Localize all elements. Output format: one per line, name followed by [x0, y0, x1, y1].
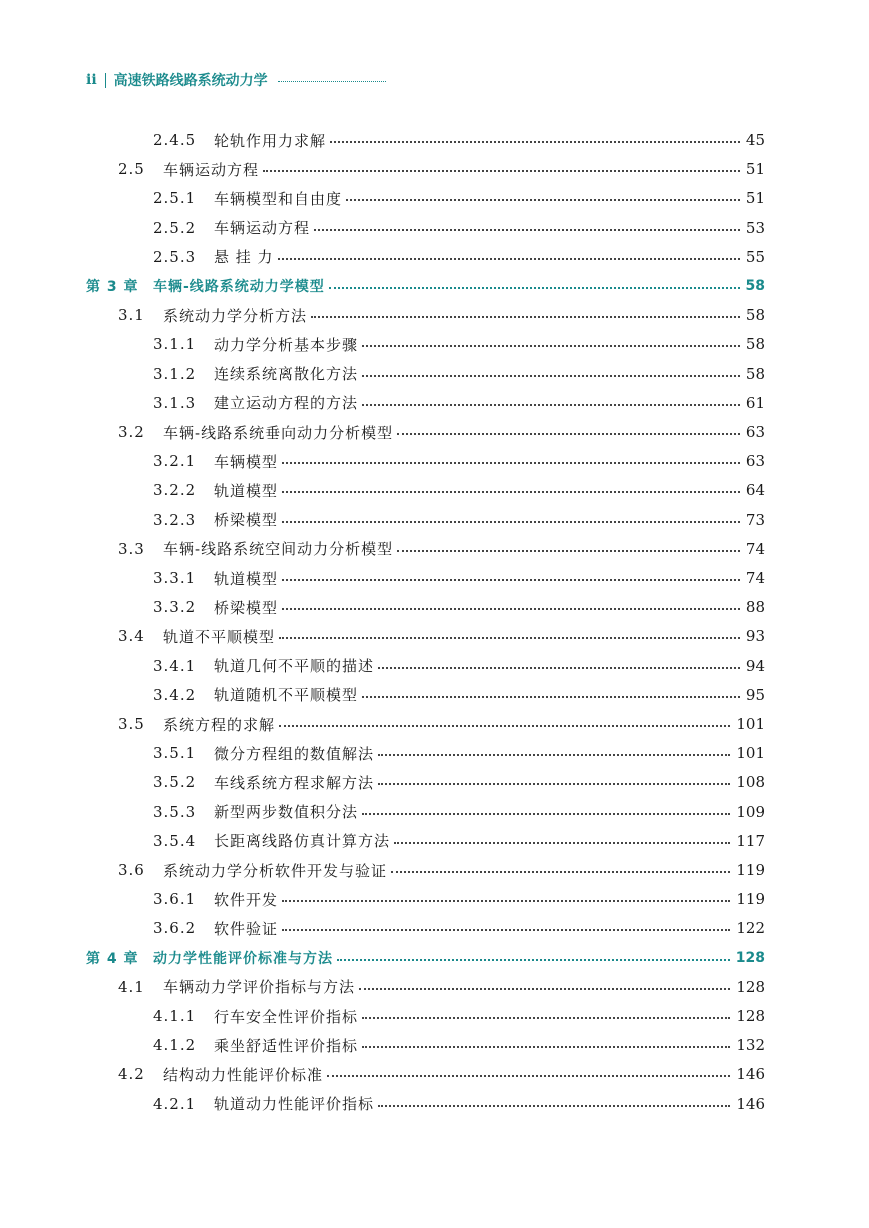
toc-entry-number: 2.5.2	[153, 218, 197, 237]
toc-dot-leader	[327, 1062, 730, 1086]
toc-dot-leader	[378, 1092, 730, 1116]
toc-dot-leader	[279, 624, 740, 648]
toc-entry-title: 微分方程组的数值解法	[214, 744, 375, 763]
toc-page-number: 51	[745, 160, 765, 179]
toc-entry-title: 轮轨作用力求解	[214, 131, 327, 150]
toc-entry-number: 3.2	[118, 423, 145, 441]
toc-entry-title: 车辆运动方程	[214, 219, 311, 238]
toc-entry-number: 3.5.3	[153, 802, 197, 821]
toc-subsection-row[interactable]	[0, 1004, 869, 1028]
toc-entry-title: 车辆模型和自由度	[214, 189, 343, 208]
toc-page-number: 55	[745, 247, 765, 266]
toc-dot-leader	[397, 420, 740, 444]
toc-entry-title: 行车安全性评价指标	[214, 1007, 359, 1026]
toc-page-number: 73	[745, 510, 765, 529]
toc-subsection-row[interactable]	[0, 508, 869, 532]
header-separator	[105, 73, 106, 88]
toc-entry-number: 3.4.2	[153, 685, 197, 704]
toc-page-number: 74	[745, 539, 765, 558]
toc-dot-leader	[282, 449, 740, 473]
toc-entry-number: 4.1.1	[153, 1007, 197, 1025]
toc-page-number: 132	[736, 1036, 765, 1055]
toc-page-number: 128	[736, 1007, 765, 1025]
toc-subsection-row[interactable]	[0, 216, 869, 240]
toc-page-number: 58	[745, 335, 765, 354]
toc-subsection-row[interactable]	[0, 887, 869, 911]
toc-dot-leader	[330, 128, 740, 152]
toc-entry-number: 3.6	[118, 861, 145, 879]
toc-dot-leader	[362, 1004, 730, 1028]
toc-chapter-row[interactable]	[0, 946, 869, 970]
toc-page-number: 58	[745, 306, 765, 325]
toc-entry-number: 3.5	[118, 715, 145, 733]
toc-entry-title: 桥梁模型	[214, 598, 279, 617]
toc-entry-number: 3.3.2	[153, 598, 197, 617]
toc-dot-leader	[362, 1033, 730, 1057]
toc-page-number: 88	[745, 598, 765, 617]
toc-entry-number: 第 4 章	[86, 950, 139, 967]
toc-entry-number: 4.1.2	[153, 1036, 197, 1055]
toc-entry-number: 3.4	[118, 627, 145, 646]
toc-page-number: 51	[745, 189, 765, 208]
toc-page-number: 119	[736, 890, 765, 909]
toc-dot-leader	[279, 712, 730, 736]
toc-entry-title: 轨道动力性能评价指标	[214, 1095, 375, 1114]
toc-subsection-row[interactable]	[0, 800, 869, 824]
toc-dot-leader	[314, 216, 740, 240]
toc-subsection-row[interactable]	[0, 1033, 869, 1057]
toc-dot-leader	[362, 332, 740, 356]
toc-entry-title: 车辆-线路系统动力学模型	[153, 279, 325, 295]
toc-page-number: 108	[736, 773, 765, 792]
toc-entry-title: 车辆动力学评价指标与方法	[163, 978, 356, 997]
toc-subsection-row[interactable]	[0, 332, 869, 356]
toc-entry-title: 轨道几何不平顺的描述	[214, 657, 375, 676]
toc-subsection-row[interactable]	[0, 741, 869, 765]
toc-entry-number: 3.1	[118, 306, 145, 325]
toc-entry-number: 3.6.2	[153, 919, 197, 938]
toc-entry-number: 3.2.3	[153, 510, 197, 529]
toc-section-row[interactable]	[0, 303, 869, 327]
toc-page-number: 101	[736, 744, 765, 763]
toc-dot-leader	[329, 274, 740, 298]
toc-section-row[interactable]	[0, 537, 869, 561]
toc-page-number: 128	[735, 949, 765, 966]
toc-entry-title: 轨道随机不平顺模型	[214, 686, 359, 705]
toc-section-row[interactable]	[0, 157, 869, 181]
toc-subsection-row[interactable]	[0, 654, 869, 678]
toc-dot-leader	[359, 975, 730, 999]
toc-dot-leader	[311, 303, 740, 327]
toc-entry-number: 3.5.2	[153, 773, 197, 792]
toc-chapter-row[interactable]	[0, 274, 869, 298]
toc-dot-leader	[282, 508, 740, 532]
toc-page-number: 63	[745, 423, 765, 441]
toc-section-row[interactable]	[0, 975, 869, 999]
toc-subsection-row[interactable]	[0, 829, 869, 853]
toc-entry-number: 4.1	[118, 977, 145, 996]
toc-subsection-row[interactable]	[0, 770, 869, 794]
toc-entry-title: 动力学分析基本步骤	[214, 335, 359, 354]
toc-dot-leader	[391, 858, 730, 882]
toc-section-row[interactable]	[0, 712, 869, 736]
toc-entry-number: 4.2	[118, 1065, 145, 1084]
toc-entry-number: 3.1.2	[153, 364, 197, 383]
toc-dot-leader	[362, 391, 740, 415]
toc-entry-title: 建立运动方程的方法	[214, 394, 359, 413]
toc-dot-leader	[337, 946, 730, 970]
toc-entry-number: 3.2.1	[153, 452, 197, 471]
toc-entry-title: 车辆-线路系统空间动力分析模型	[163, 540, 394, 559]
toc-page-number: 146	[736, 1065, 765, 1084]
toc-entry-title: 悬 挂 力	[214, 248, 274, 267]
toc-entry-title: 动力学性能评价标准与方法	[153, 950, 333, 967]
page-number: ii	[86, 72, 97, 88]
toc-dot-leader	[282, 595, 740, 619]
toc-entry-number: 3.3	[118, 539, 145, 558]
toc-dot-leader	[263, 157, 740, 181]
toc-entry-number: 4.2.1	[153, 1094, 197, 1113]
toc-entry-title: 新型两步数值积分法	[214, 803, 359, 822]
toc-page-number: 94	[745, 656, 765, 675]
toc-section-row[interactable]	[0, 624, 869, 648]
toc-page-number: 101	[736, 715, 765, 733]
toc-entry-number: 3.5.4	[153, 831, 197, 850]
toc-page-number: 122	[736, 919, 765, 938]
toc-entry-title: 系统方程的求解	[163, 715, 276, 734]
toc-page-number: 58	[745, 364, 765, 383]
toc-entry-title: 轨道模型	[214, 481, 279, 500]
toc-dot-leader	[362, 362, 740, 386]
toc-entry-number: 3.1.3	[153, 393, 197, 412]
toc-entry-number: 3.4.1	[153, 656, 197, 675]
toc-entry-title: 软件开发	[214, 890, 279, 909]
toc-section-row[interactable]	[0, 420, 869, 444]
toc-page-number: 53	[745, 218, 765, 237]
toc-dot-leader	[378, 770, 730, 794]
toc-entry-number: 3.6.1	[153, 890, 197, 909]
toc-page-number: 109	[736, 802, 765, 821]
toc-subsection-row[interactable]	[0, 245, 869, 269]
toc-page-number: 45	[745, 131, 765, 149]
toc-entry-number: 2.5	[118, 160, 145, 179]
toc-page-number: 95	[745, 685, 765, 704]
toc-entry-title: 软件验证	[214, 919, 279, 938]
toc-entry-number: 3.2.2	[153, 481, 197, 500]
toc-entry-title: 车辆模型	[214, 452, 279, 471]
toc-entry-title: 轨道不平顺模型	[163, 627, 276, 646]
toc-entry-number: 3.3.1	[153, 569, 197, 587]
toc-dot-leader	[278, 245, 740, 269]
toc-subsection-row[interactable]	[0, 449, 869, 473]
toc-page-number: 146	[736, 1094, 765, 1113]
toc-page-number: 119	[736, 861, 765, 879]
toc-dot-leader	[282, 887, 730, 911]
toc-entry-title: 连续系统离散化方法	[214, 365, 359, 384]
book-title: 高速铁路线路系统动力学	[113, 73, 268, 89]
toc-page-number: 61	[745, 393, 765, 412]
toc-page-number: 58	[745, 278, 765, 294]
toc-entry-number: 3.1.1	[153, 335, 197, 354]
toc-subsection-row[interactable]	[0, 128, 869, 152]
toc-dot-leader	[362, 800, 730, 824]
toc-subsection-row[interactable]	[0, 1092, 869, 1116]
toc-subsection-row[interactable]	[0, 362, 869, 386]
header-rule	[278, 81, 386, 82]
toc-entry-title: 结构动力性能评价标准	[163, 1065, 324, 1084]
toc-entry-number: 2.4.5	[153, 131, 197, 149]
toc-entry-number: 第 3 章	[86, 279, 139, 295]
toc-entry-title: 车辆-线路系统垂向动力分析模型	[163, 423, 394, 442]
toc-dot-leader	[378, 654, 740, 678]
toc-subsection-row[interactable]	[0, 391, 869, 415]
toc-entry-title: 系统动力学分析软件开发与验证	[163, 861, 388, 880]
toc-dot-leader	[282, 566, 740, 590]
toc-dot-leader	[394, 829, 730, 853]
toc-page-number: 128	[736, 977, 765, 996]
toc-subsection-row[interactable]	[0, 186, 869, 210]
toc-entry-number: 2.5.1	[153, 189, 197, 208]
toc-page-number: 93	[745, 627, 765, 646]
toc-entry-title: 乘坐舒适性评价指标	[214, 1036, 359, 1055]
toc-entry-title: 车辆运动方程	[163, 160, 260, 179]
toc-subsection-row[interactable]	[0, 683, 869, 707]
toc-subsection-row[interactable]	[0, 595, 869, 619]
toc-page-number: 117	[736, 831, 765, 850]
toc-page-number: 64	[745, 481, 765, 500]
toc-entry-title: 系统动力学分析方法	[163, 306, 308, 325]
toc-dot-leader	[397, 537, 740, 561]
toc-entry-number: 2.5.3	[153, 247, 197, 266]
toc-dot-leader	[346, 186, 740, 210]
toc-dot-leader	[378, 741, 730, 765]
toc-dot-leader	[282, 478, 740, 502]
toc-subsection-row[interactable]	[0, 916, 869, 940]
running-header	[86, 70, 386, 90]
toc-subsection-row[interactable]	[0, 478, 869, 502]
toc-entry-title: 车线系统方程求解方法	[214, 773, 375, 792]
toc-entry-number: 3.5.1	[153, 744, 197, 763]
toc-dot-leader	[282, 916, 730, 940]
toc-page-number: 74	[745, 569, 765, 587]
toc-entry-title: 长距离线路仿真计算方法	[214, 832, 391, 851]
toc-entry-title: 轨道模型	[214, 569, 279, 588]
toc-section-row[interactable]	[0, 858, 869, 882]
toc-subsection-row[interactable]	[0, 566, 869, 590]
toc-section-row[interactable]	[0, 1062, 869, 1086]
toc-dot-leader	[362, 683, 740, 707]
toc-entry-title: 桥梁模型	[214, 511, 279, 530]
toc-page-number: 63	[745, 452, 765, 471]
